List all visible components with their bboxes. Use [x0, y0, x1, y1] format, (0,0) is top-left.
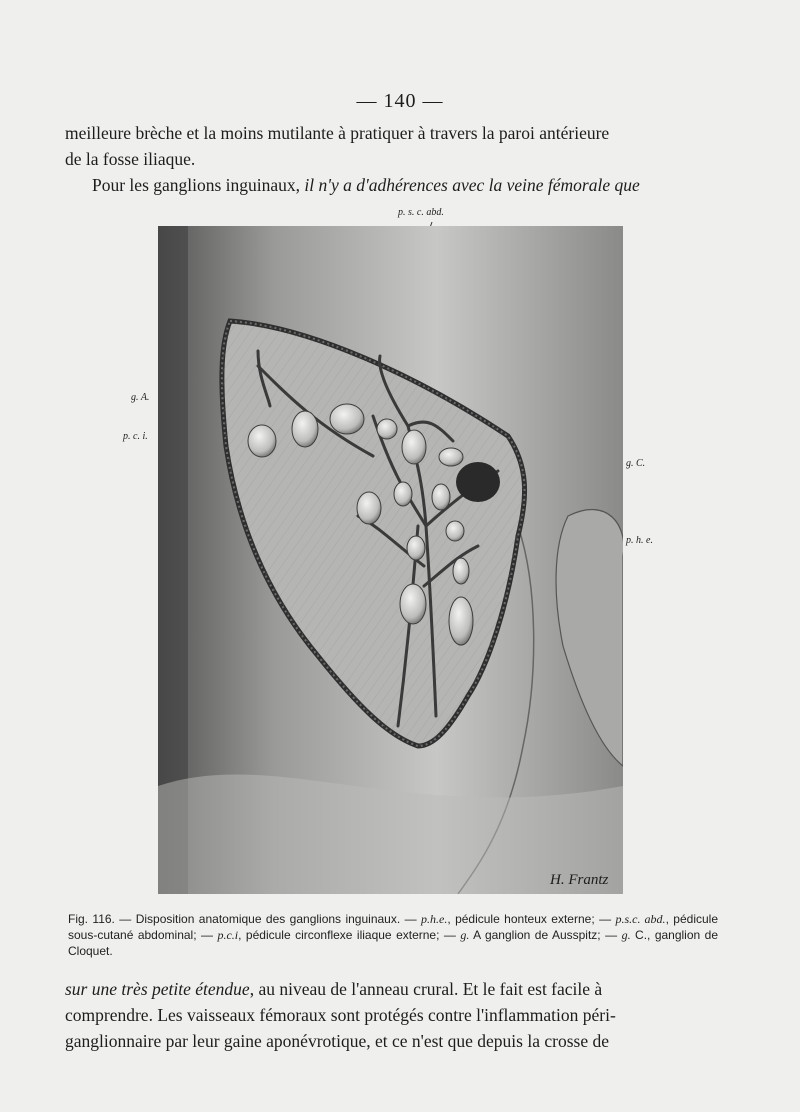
text-plain: , au niveau de l'anneau crural. Et le fait est facile à	[249, 979, 603, 999]
caption-text: C., ganglion de Cloquet.	[68, 928, 719, 958]
caption-text: , pédicule honteux externe; —	[447, 912, 616, 926]
signature: H. Frantz	[550, 872, 609, 888]
caption-text: A ganglion de Ausspitz; —	[469, 928, 622, 942]
caption-abbrev: p.h.e.	[421, 912, 448, 926]
page-number: — 140 —	[356, 90, 444, 112]
text-italic: il n'y a d'adhérences avec la veine fémorale que	[304, 175, 640, 195]
text-plain: Pour les ganglions inguinaux,	[92, 175, 305, 195]
anatomical-illustration	[158, 226, 623, 894]
text-italic: sur une très petite étendue	[65, 979, 250, 999]
text-line: ganglionnaire par leur gaine aponévrotique, et ce n'est que depuis la crosse de	[65, 1031, 609, 1051]
caption-text: , pédicule circonflexe iliaque externe; —	[238, 928, 461, 942]
text-line: meilleure brèche et la moins mutilante à pratiquer à travers la paroi antérieure	[65, 123, 610, 143]
caption-text: , pédicule sous-cutané abdominal; —	[68, 912, 719, 942]
label-phe: p. h. e.	[626, 535, 653, 546]
label-psc-abd: p. s. c. abd.	[398, 207, 444, 218]
text-line: comprendre. Les vaisseaux fémoraux sont protégés contre l'inflammation péri-	[65, 1005, 616, 1025]
label-pci: p. c. i.	[123, 431, 148, 442]
caption-abbrev: p.c.i	[217, 928, 239, 942]
text-line: de la fosse iliaque.	[65, 149, 196, 169]
figure-caption	[68, 911, 718, 959]
caption-lead: Fig. 116. — Disposition anatomique des ganglions inguinaux. —	[68, 912, 421, 926]
caption-abbrev: g.	[460, 928, 470, 942]
label-gc: g. C.	[626, 458, 646, 469]
text-line	[65, 976, 715, 1002]
caption-abbrev: p.s.c. abd.	[615, 912, 666, 926]
paragraph-bottom	[65, 976, 715, 1054]
label-ga: g. A.	[131, 392, 150, 403]
caption-abbrev: g.	[621, 928, 631, 942]
